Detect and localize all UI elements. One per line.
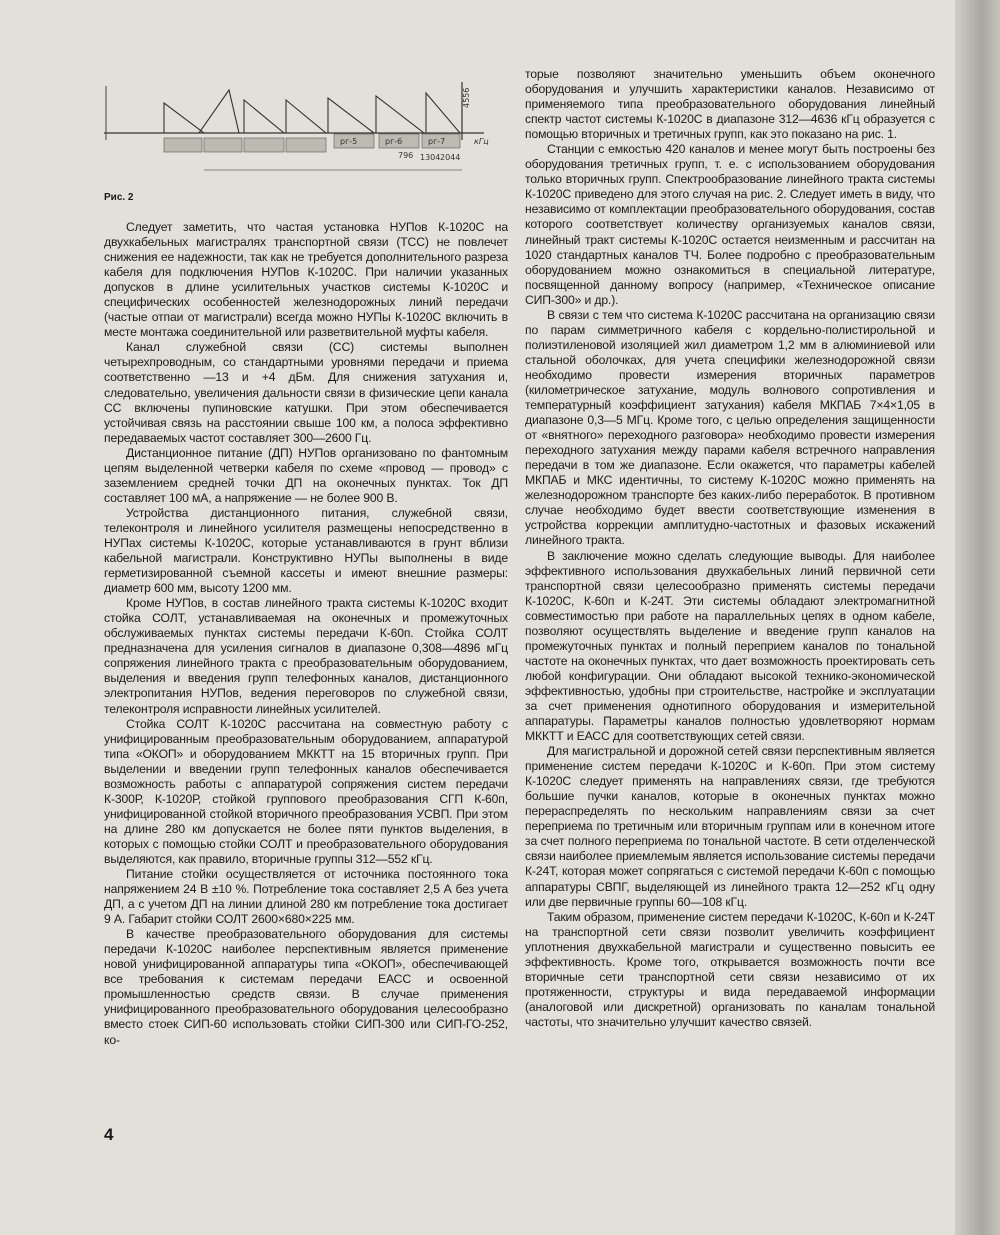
group-spectrum-6	[376, 96, 424, 133]
group-spectrum-3	[244, 100, 284, 133]
paragraph: В связи с тем что система К-1020С рассчитана на организацию связи по парам симметричного кабеля с кордельно-полистирольной и полиэтиленовой изоляцией жил диаметром 1,2 мм в алюминиевой или стальной оболочках, для учета специфики железнодорожной связи необходимо провести измерения вторичных параметров (километрическое затухание, модуль волнового сопротивления и температурный коэффициент затухания) кабеля МКПАБ 7×4×1,05 в диапазоне 0,3—5 МГц. Кроме того, с целью определения защищенности от «внятного» переходного разговора» необходимо провести измерения переходного затухания между парами кабеля встречного направления передачи в том же диапазоне. Если окажется, что параметры кабелей МКПАБ и МКС идентичны, то систему К-1020С можно применять на железнодорожном транспорте без каких-либо переработок. В противном случае необходимо будет ввести соответствующие изменения в устройства коррекции амплитудно-частотных и фазовых искажений линейного тракта.	[525, 307, 935, 548]
group-spectrum-5	[328, 98, 374, 133]
spectrum-figure	[104, 78, 508, 208]
left-column	[104, 220, 508, 1048]
group-spectra	[164, 90, 460, 133]
paragraph: В качестве преобразовательного оборудования для системы передачи К-1020С наиболее перспективным является применение новой унифицированной аппаратуры типа «ОКОП», обеспечивающей все требования к системам передачи ЕАСС и освоенной промышленностью средств связи. В случае применения унифицированного преобразовательного оборудования целесообразно вместо стоек СИП-60 использовать стойки СИП-300 или СИП-ГО-252, ко-	[104, 927, 508, 1047]
group-spectrum-2	[199, 90, 239, 133]
axis-unit-label: кГц	[474, 137, 489, 146]
group-label-7: рг-7	[428, 137, 446, 146]
paragraph: Для магистральной и дорожной сетей связи перспективным является применение систем передачи К-1020С и К-60п. При этом систему К-1020С следует применять на направлениях связи, где требуются большие пучки каналов, которые в оконечных пунктах можно перераспределять по нескольким направлениям связи за счет переприема по третичным или вторичным группам или в конечном итоге за счет полного переприема по тональной частоте. В сети отделенческой связи наиболее приемлемым является использование системы передачи К-24Т, которая может сопрягаться с системой передачи К-60п с помощью аппаратуры СВПГ, выделяющей из линейного тракта 12—252 кГц одну или две первичные группы 60—108 кГц.	[525, 744, 935, 909]
paragraph: Стойка СОЛТ К-1020С рассчитана на совместную работу с унифицированным преобразовательным оборудованием, аппаратурой типа «ОКОП» и оборудованием МККТТ на 15 вторичных групп. При выделении и введении групп телефонных каналов обеспечивается возможность работы с аппаратурой сопряжения систем передачи К-300Р, К-1020Р, стойкой группового преобразования СГП К-60п, унифицированной стойкой вторичного преобразования УСВП. При этом на длине 280 км допускается не более пяти пунктов выделения, в которых с помощью стойки СОЛТ и преобразовательного оборудования выделяются, как правило, вторичные группы 312—552 кГц.	[104, 716, 508, 866]
group-spectrum-7	[426, 93, 460, 133]
paragraph: Следует заметить, что частая установка НУПов К-1020С на двухкабельных магистралях транспортной связи (ТСС) не повлечет снижения ее надежности, так как не требуется дополнительного разреза кабеля для подключения НУПов К-1020С. При наличии указанных допусков в длине усилительных участков системы К-1020С и специфических особенностей железнодорожных линий передачи (частые отпаи от магистрали) всегда можно НУПы К-1020С включить в месте монтажа соединительной или разветвительной муфты кабеля.	[104, 220, 508, 340]
group-label-6: рг-6	[385, 137, 403, 146]
paragraph: Питание стойки осуществляется от источника постоянного тока напряжением 24 В ±10 %. Потребление тока составляет 2,5 А без учета ДП, а с учетом ДП на линии длиной 280 км потребление тока достигает 9 А. Габарит стойки СОЛТ 2600×680×225 мм.	[104, 867, 508, 927]
page-number: 4	[104, 1125, 114, 1144]
paragraph: Канал служебной связи (СС) системы выполнен четырехпроводным, со стандартными уровнями передачи и приема соответственно —13 и +4 дБм. Для снижения затухания и, следовательно, увеличения дальности связи в физические цепи канала СС включены пупиновские катушки. При этом обеспечивается устойчивая связь на расстоянии свыше 100 км, а полоса эффективно передаваемых частот составляет 300—2600 Гц.	[104, 340, 508, 445]
group-spectrum-4	[286, 100, 326, 133]
paragraph: Таким образом, применение систем передачи К-1020С, К-60п и К-24Т на транспортной сети связи позволит увеличить коэффициент уплотнения двухкабельной магистрали и существенно повысить ее эффективность. Кроме того, открывается возможность почти все вторичные сети транспортной сети связи независимо от их протяженности, структуры и вида передаваемой информации (аналоговой или дискретной) организовать по каналам тональной частоты, что значительно улучшит качество связей.	[525, 909, 935, 1029]
right-column	[525, 67, 935, 1030]
tick-label-2044: 2044	[440, 153, 461, 162]
paragraph: Станции с емкостью 420 каналов и менее могут быть построены без оборудования третичных групп, т. е. с использованием оборудования только вторичных групп. Спектрообразование линейного тракта системы К-1020С приведено для этого случая на рис. 2. Следует иметь в виду, что независимо от комплектации преобразовательного оборудования, состав которого соответствует количеству организуемых каналов связи, линейный тракт системы К-1020С остается неизменным и рассчитан на 1020 стандартных каналов ТЧ. Более подробно с преобразовательным оборудованием можно ознакомиться в специальной литературе, посвященной данному вопросу (например, «Техническое описание СИП-300» и др.).	[525, 142, 935, 307]
tick-label-1304: 1304	[420, 153, 441, 162]
axis-max-label: 4556	[462, 87, 471, 108]
spectrum-diagram	[104, 78, 508, 188]
book-gutter	[955, 0, 1000, 1235]
paragraph: Устройства дистанционного питания, служебной связи, телеконтроля и линейного усилителя размещены непосредственно в НУПах системы К-1020С, которые устанавливаются в грунт вблизи кабельной магистрали. Конструктивно НУПы выполнены в виде герметизированной съемной кассеты и имеют внешние размеры: диаметр 600 мм, высоту 1200 мм.	[104, 505, 508, 596]
tick-label-796: 796	[398, 151, 414, 160]
paragraph: В заключение можно сделать следующие выводы. Для наиболее эффективного использования двухкабельных линий первичной сети транспортной связи целесообразно применять системы передачи К-1020С, К-60п и К-24Т. Эти системы обладают электромагнитной совместимостью при работе на параллельных цепях в одном кабеле, позволяют осуществлять выделение и введение групп каналов на промежуточных пунктах и полный переприем каналов по тональной частоте на оконечных пунктах, что дает возможность проектировать сеть любой конфигурации. Они обладают высокой технико-экономической эффективностью, удобны при строительстве, настройке и эксплуатации за счет применения однотипного оборудования и измерительной аппаратуры. Параметры каналов полностью удовлетворяют нормам МККТТ и ЕАСС для соответствующих сетей связи.	[525, 548, 935, 744]
figure-caption: Рис. 2	[104, 192, 134, 203]
group-label-5: рг-5	[340, 137, 358, 146]
paragraph: Дистанционное питание (ДП) НУПов организовано по фантомным цепям выделенной четверки кабеля по схеме «провод — провод» с заземлением средней точки ДП на оконечных пунктах. Ток ДП составляет 100 мА, а напряжение — не более 900 В.	[104, 445, 508, 505]
group-spectrum-1	[164, 103, 204, 133]
group-boxes	[164, 134, 460, 152]
paragraph: торые позволяют значительно уменьшить объем оконечного оборудования и улучшить характеристики каналов. Независимо от применяемого типа преобразовательного оборудования линейный спектр частот системы К-1020С в диапазоне 312—4636 кГц образуется с помощью вторичных и третичных групп, как это показано на рис. 1.	[525, 67, 935, 142]
paragraph: Кроме НУПов, в состав линейного тракта системы К-1020С входит стойка СОЛТ, устанавливаемая на оконечных и промежуточных обслуживаемых пунктах системы передачи К-60п. Стойка СОЛТ предназначена для усиления сигналов в диапазоне 0,308—4896 мГц сопряжения линейного тракта с преобразовательным оборудованием, выделения и введения групп телефонных каналов, дистанционного электропитания НУПов, ведения переговоров по служебной связи, телеконтроля исправности линейных усилителей.	[104, 596, 508, 716]
